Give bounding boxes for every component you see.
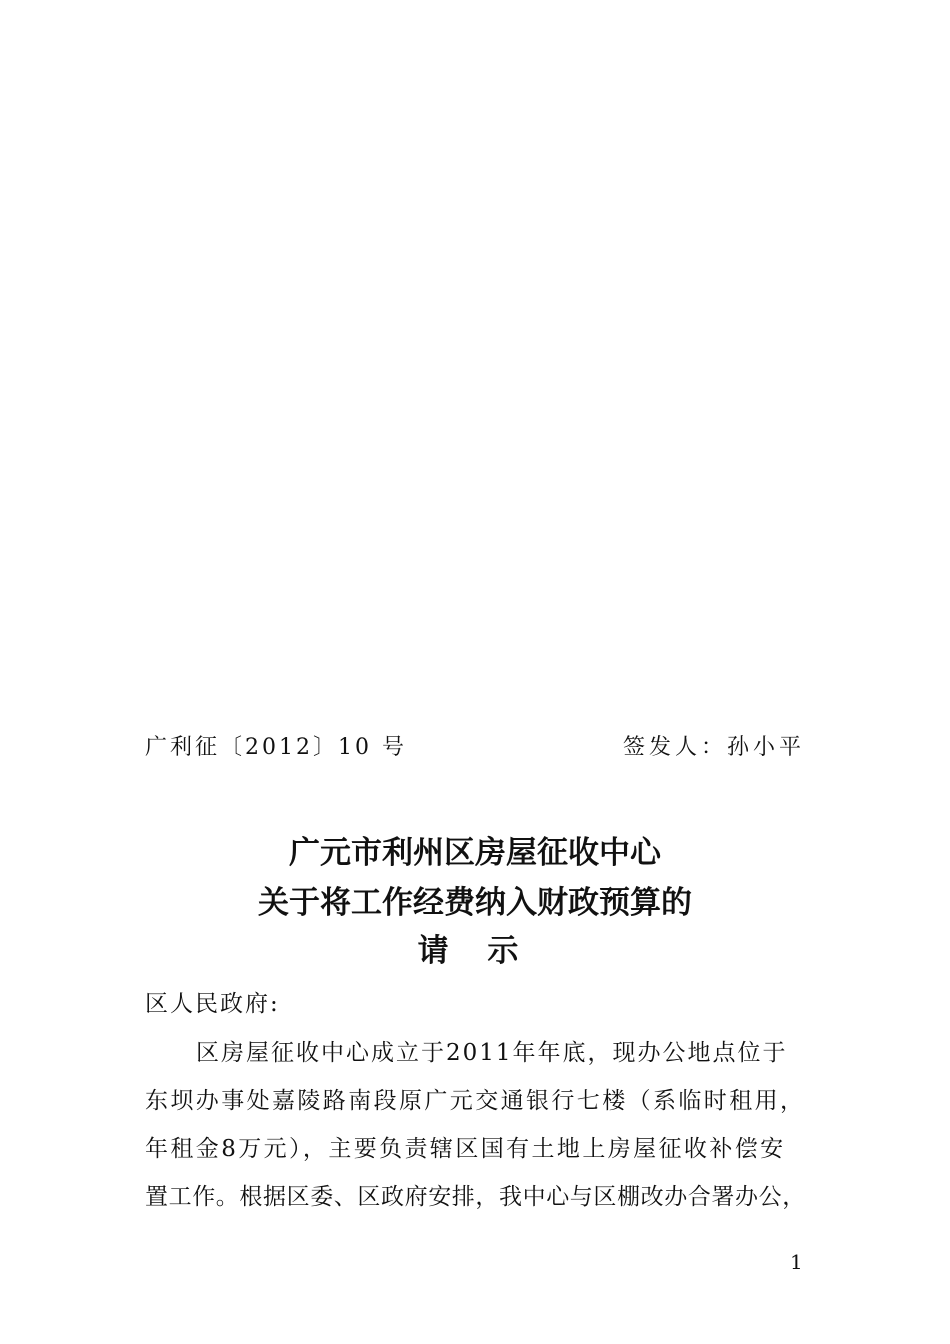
title-line-1: 广元市利州区房屋征收中心: [289, 835, 661, 871]
document-number: 广利征〔2012〕10 号: [145, 735, 407, 760]
body-line: 置工作。根据区委、区政府安排，我中心与区棚改办合署办公，: [145, 1184, 806, 1210]
title-line-2: 关于将工作经费纳入财政预算的: [258, 885, 692, 921]
addressee: 区人民政府:: [145, 991, 280, 1017]
page-number: 1: [790, 1250, 803, 1274]
body-line: 区房屋征收中心成立于2011年年底，现办公地点位于: [196, 1040, 788, 1066]
title-line-3: 请 示: [417, 933, 533, 969]
body-line: 年租金8万元），主要负责辖区国有土地上房屋征收补偿安: [145, 1136, 786, 1162]
body-line: 东坝办事处嘉陵路南段原广元交通银行七楼（系临时租用，: [145, 1088, 806, 1114]
signer-line: 签发人：孙小平: [622, 735, 805, 760]
